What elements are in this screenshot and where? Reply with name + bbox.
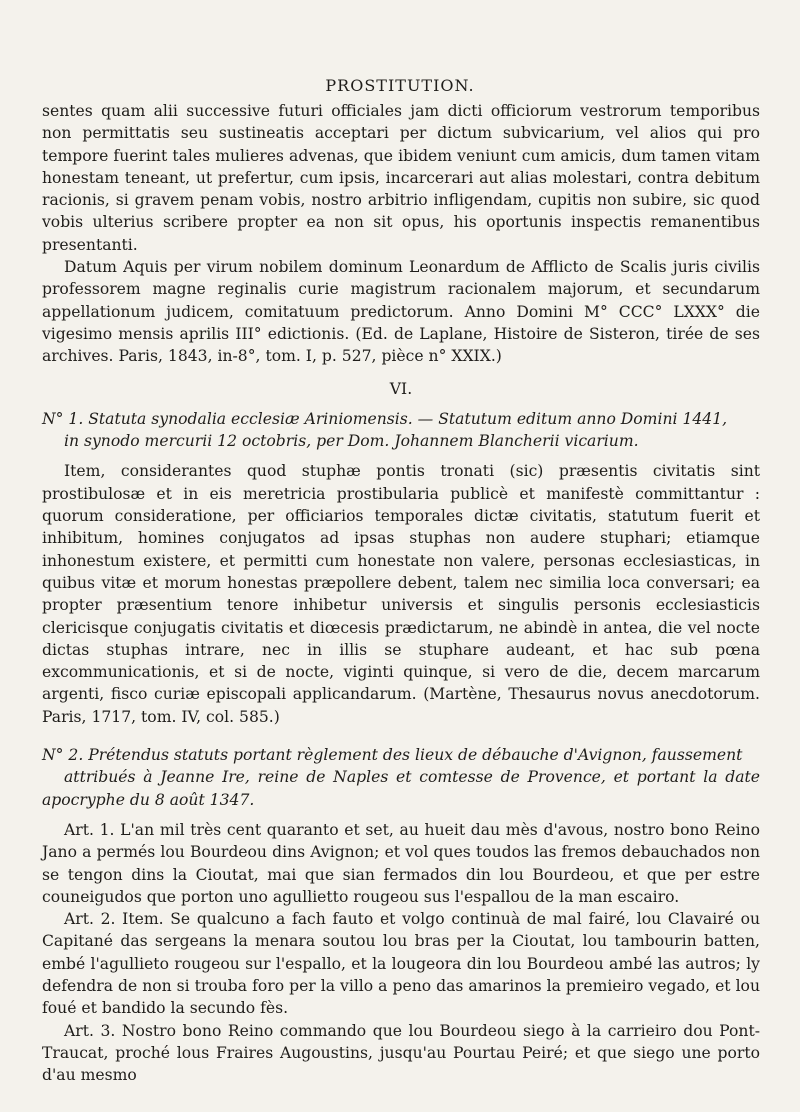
article-2: Art. 2. Item. Se qualcuno a fach fauto et volgo continuà de mal fairé, lou Clavairé ou Capitané das sergeans la menara soutou lou bras per la Cioutat, lou tambourin batten, embé l'agullieto rougeou sur l'espallo, et la lougeora din lou Bourdeou ambé las autros; ly defendra de non si trouba foro per la villo a peno das amarinos la premieiro vegado, et lou foué et bandido la secundo fès. [42, 910, 760, 1018]
item2-subheading: attribués à Jeanne Ire, reine de Naples et comtesse de Provence, et portant la date apocryphe du 8 août 1347. [42, 768, 760, 809]
item2-heading: N° 2. Prétendus statuts portant règlement des lieux de débauche d'Avignon, faussement [42, 746, 743, 765]
item1-heading: N° 1. Statuta synodalia ecclesiæ Ariniomensis. — Statutum editum anno Domini 1441, [42, 409, 728, 428]
article-1: Art. 1. L'an mil très cent quaranto et set, au hueit dau mès d'avous, nostro bono Reino Jano a permés lou Bourdeou dins Avignon; et vol ques toudos las fremos debauchados non se tengon dins la Cioutat, mai que sian fermados din lou Bourdeou, et que per estre couneigudos que porton uno agullietto rougeou sus l'espallou de la man escairo. [42, 820, 760, 906]
paragraph-datum: Datum Aquis per virum nobilem dominum Leonardum de Afflicto de Scalis juris civilis professorem magne reginalis curie magistrum racionalem majorum, et secundarum appellationum judicem, comitatuum predictorum. Anno Domini M° CCC° LXXX° die vigesimo mensis aprilis III° edictionis. (Ed. de Laplane, Histoire de Sisteron, tirée de ses archives. Paris, 1843, in-8°, tom. I, p. 527, pièce n° XXIX.) [42, 258, 760, 366]
article-3: Art. 3. Nostro bono Reino commando que lou Bourdeou siego à la carrieiro dou Pont-Traucat, proché lous Fraires Augoustins, jusqu'au Pourtau Peiré; et que siego une porto d'au mesmo [42, 1021, 760, 1085]
page-body [42, 100, 760, 1086]
running-header: PROSTITUTION. [325, 76, 475, 95]
item1-text: Item, considerantes quod stuphæ pontis tronati (sic) præsentis civitatis sint prostibulosæ et in eis meretricia prostibularia publicè et manifestè committantur : quorum consideratione, per officiarios temporales dictæ civitatis, statutum fuerit et inhibitum, homines conjugatos ad ipsas stuphas non audere stuphari; etiamque inhonestum existere, et permitti cum honestate non valere, personas ecclesiasticas, in quibus vitæ et morum honestas præpollere debent, talem nec similia loca conversari; ea propter præsentium tenore inhibetur universis et singulis personis ecclesiasticis clericisque conjugatis civitatis et diœcesis prædictarum, ne abindè in antea, die vel nocte dictas stuphas intrare, nec in illis se stuphare audeant, et hac sub pœna excommunicationis, et si de nocte, viginti quinque, si vero de die, decem marcarum argenti, fisco curiæ episcopali applicandarum. (Martène, Thesaurus novus anecdotorum. Paris, 1717, tom. IV, col. 585.) [42, 462, 760, 726]
paragraph-continuation: sentes quam alii successive futuri officiales jam dicti officiorum vestrorum temporibus non permittatis seu sustineatis acceptari per dictum subvicarium, vel alios qui pro tempore fuerint tales mulieres advenas, que ibidem veniunt cum amicis, dum tamen vitam honestam teneant, ut prefertur, cum ipsis, incarcerari aut alias molestari, contra debitum racionis, si gravem penam vobis, nostro arbitrio infligendam, cupitis non subire, sic quod vobis ulterius scribere propter ea non sit opus, his oportunis inspectis remanentibus presentanti. [42, 102, 760, 254]
item1-subheading: in synodo mercurii 12 octobris, per Dom. Johannem Blancherii vicarium. [64, 432, 639, 451]
section-number: VI. [389, 379, 413, 398]
